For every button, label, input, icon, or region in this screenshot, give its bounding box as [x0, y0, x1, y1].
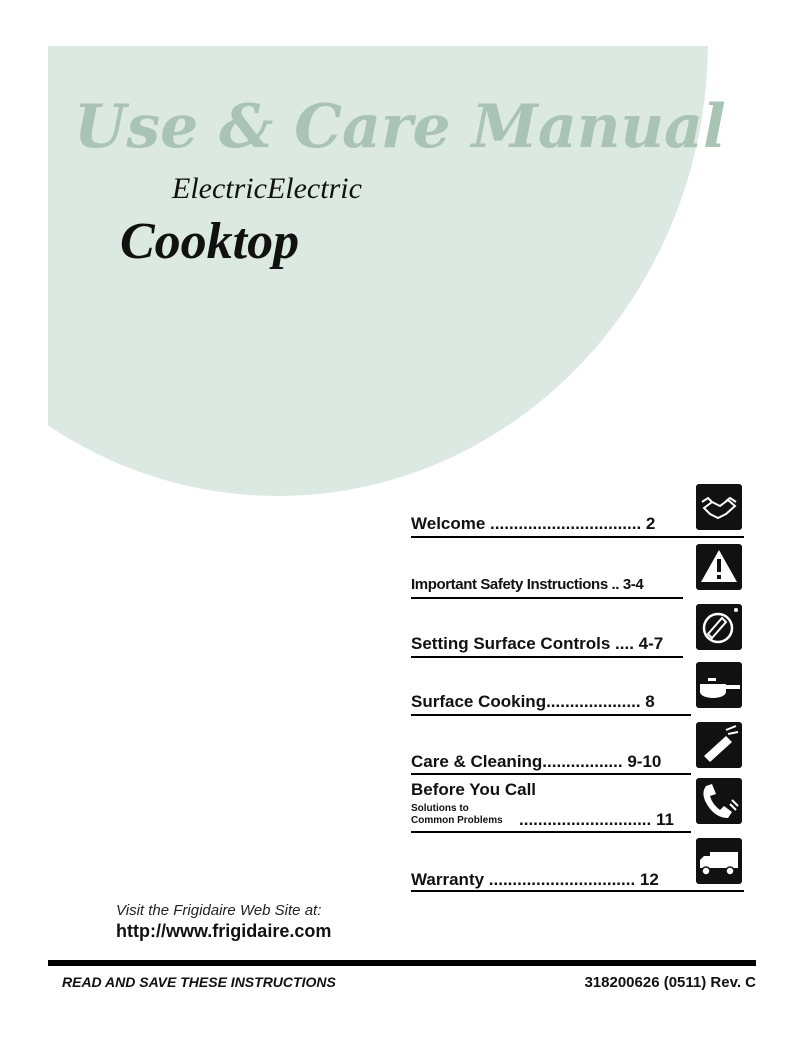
warning-icon	[696, 544, 742, 590]
delivery-truck-icon	[696, 838, 742, 884]
product-name: Cooktop	[120, 213, 300, 270]
telephone-icon	[696, 778, 742, 824]
toc-label-warranty: Warranty ............................... 12	[411, 870, 659, 889]
toc-entry-safety[interactable]	[411, 544, 744, 600]
manual-title: Use & Care Manual	[74, 92, 726, 162]
website-visit-text: Visit the Frigidaire Web Site at:	[116, 902, 322, 919]
website-url[interactable]: http://www.frigidaire.com	[116, 921, 332, 941]
footer-part-number: 318200626 (0511) Rev. C	[584, 974, 756, 991]
toc-entry-surface-cooking[interactable]	[411, 662, 744, 718]
toc-sub-common-problems: Common Problems	[411, 815, 503, 826]
saucepan-icon	[696, 662, 742, 708]
footer-instructions: READ AND SAVE THESE INSTRUCTIONS	[62, 974, 336, 990]
toc-label-controls: Setting Surface Controls .... 4-7	[411, 634, 664, 653]
toc-sub-solutions: Solutions to	[411, 803, 469, 814]
toc-entry-welcome[interactable]	[411, 484, 744, 538]
toc-label-surface-cooking: Surface Cooking.................... 8	[411, 692, 655, 711]
toc-entry-warranty[interactable]	[411, 838, 744, 892]
toc-page-before-you-call: ............................ 11	[519, 810, 674, 829]
toc-entry-care-cleaning[interactable]	[411, 722, 744, 774]
toc-label-care-cleaning: Care & Cleaning................. 9-10	[411, 752, 662, 771]
toc-label-safety: Important Safety Instructions .. 3-4	[411, 576, 644, 593]
manual-subtitle: ElectricElectric	[172, 172, 362, 205]
handshake-icon	[696, 484, 742, 530]
toc-entry-before-you-call[interactable]	[411, 778, 744, 832]
toc-label-before-you-call: Before You Call	[411, 780, 537, 799]
footer-divider	[48, 960, 756, 966]
control-knob-icon	[696, 604, 742, 650]
toc-entry-controls[interactable]	[411, 604, 744, 660]
cleaning-brush-icon	[696, 722, 742, 768]
toc-label-welcome: Welcome ................................ 2	[411, 514, 656, 533]
